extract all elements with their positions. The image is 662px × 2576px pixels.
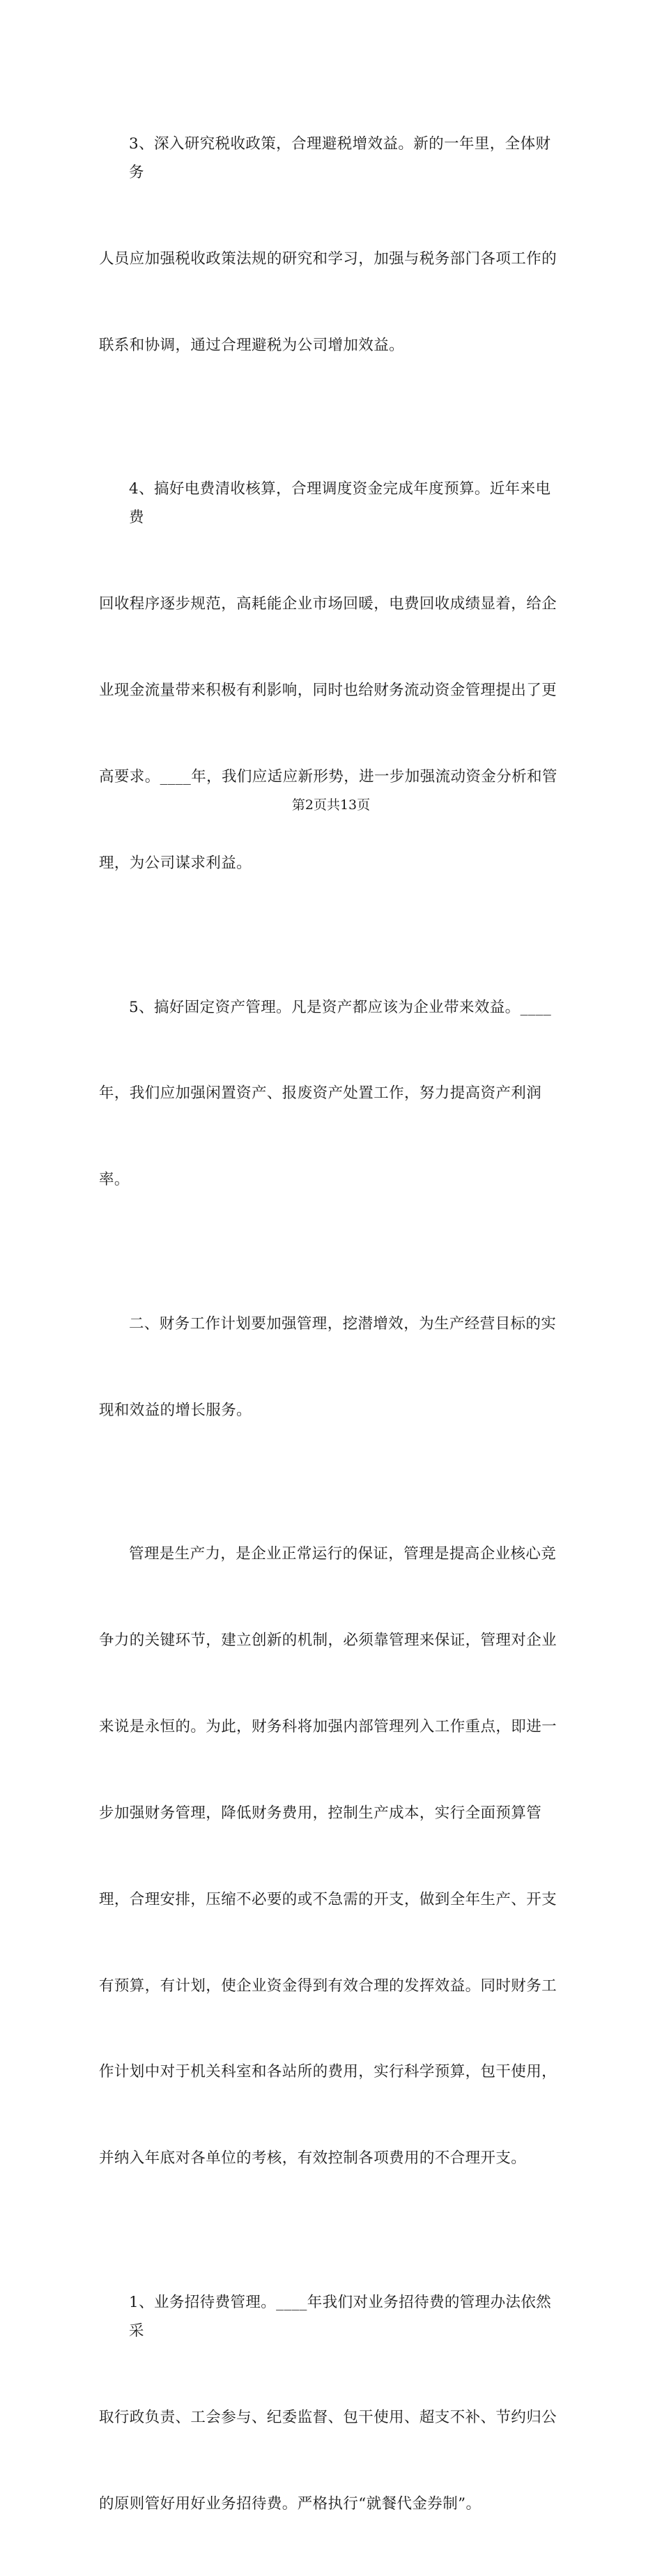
text-line: 率。 xyxy=(99,1171,130,1189)
text-line: 管理是生产力，是企业正常运行的保证，管理是提高企业核心竞 xyxy=(129,1545,557,1563)
document-body xyxy=(99,72,563,2576)
text-line: 理，为公司谋求利益。 xyxy=(99,854,252,873)
text-line: 并纳入年底对各单位的考核，有效控制各项费用的不合理开支。 xyxy=(99,2149,527,2168)
text-line: 有预算，有计划，使企业资金得到有效合理的发挥效益。同时财务工 xyxy=(99,1977,557,1995)
text-line: 4、搞好电费清收核算，合理调度资金完成年度预算。近年来电费 xyxy=(129,480,551,527)
page-number-footer: 第2页共13页 xyxy=(291,797,371,813)
paragraph-tax-policy xyxy=(99,72,563,417)
section-heading-management xyxy=(99,1252,563,1482)
text-line: 的原则管好用好业务招待费。严格执行“就餐代金券制”。 xyxy=(99,2494,482,2513)
text-line: 联系和协调，通过合理避税为公司增加效益。 xyxy=(99,336,405,354)
paragraph-management-productivity xyxy=(99,1482,563,2231)
text-line: 现和效益的增长服务。 xyxy=(99,1401,252,1419)
paragraph-entertainment-expenses xyxy=(99,2230,563,2576)
text-line: 二、财务工作计划要加强管理，挖潜增效，为生产经营目标的实 xyxy=(129,1314,557,1333)
text-line: 业现金流量带来积极有利影响，同时也给财务流动资金管理提出了更 xyxy=(99,682,557,700)
paragraph-electricity-fees xyxy=(99,417,563,935)
text-line: 来说是永恒的。为此，财务科将加强内部管理列入工作重点，即进一 xyxy=(99,1717,557,1735)
text-line: 高要求。____年，我们应适应新形势，进一步加强流动资金分析和管 xyxy=(99,768,557,786)
paragraph-fixed-assets xyxy=(99,935,563,1252)
text-line: 争力的关键环节，建立创新的机制，必须靠管理来保证，管理对企业 xyxy=(99,1632,557,1650)
text-line: 1、业务招待费管理。____年我们对业务招待费的管理办法依然采 xyxy=(129,2293,552,2340)
text-line: 取行政负责、工会参与、纪委监督、包干使用、超支不补、节约归公 xyxy=(99,2409,557,2427)
text-line: 步加强财务管理，降低财务费用，控制生产成本，实行全面预算管 xyxy=(99,1804,542,1822)
text-line: 3、深入研究税收政策，合理避税增效益。新的一年里，全体财务 xyxy=(129,135,551,181)
text-line: 作计划中对于机关科室和各站所的费用，实行科学预算，包干使用， xyxy=(99,2063,557,2081)
text-line: 5、搞好固定资产管理。凡是资产都应该为企业带来效益。____ xyxy=(129,998,552,1016)
text-line: 回收程序逐步规范，高耗能企业市场回暖，电费回收成绩显着，给企 xyxy=(99,595,557,613)
text-line: 年，我们应加强闲置资产、报废资产处置工作，努力提高资产利润 xyxy=(99,1084,542,1103)
text-line: 理，合理安排，压缩不必要的或不急需的开支，做到全年生产、开支 xyxy=(99,1890,557,1908)
text-line: 人员应加强税收政策法规的研究和学习，加强与税务部门各项工作的 xyxy=(99,250,557,268)
